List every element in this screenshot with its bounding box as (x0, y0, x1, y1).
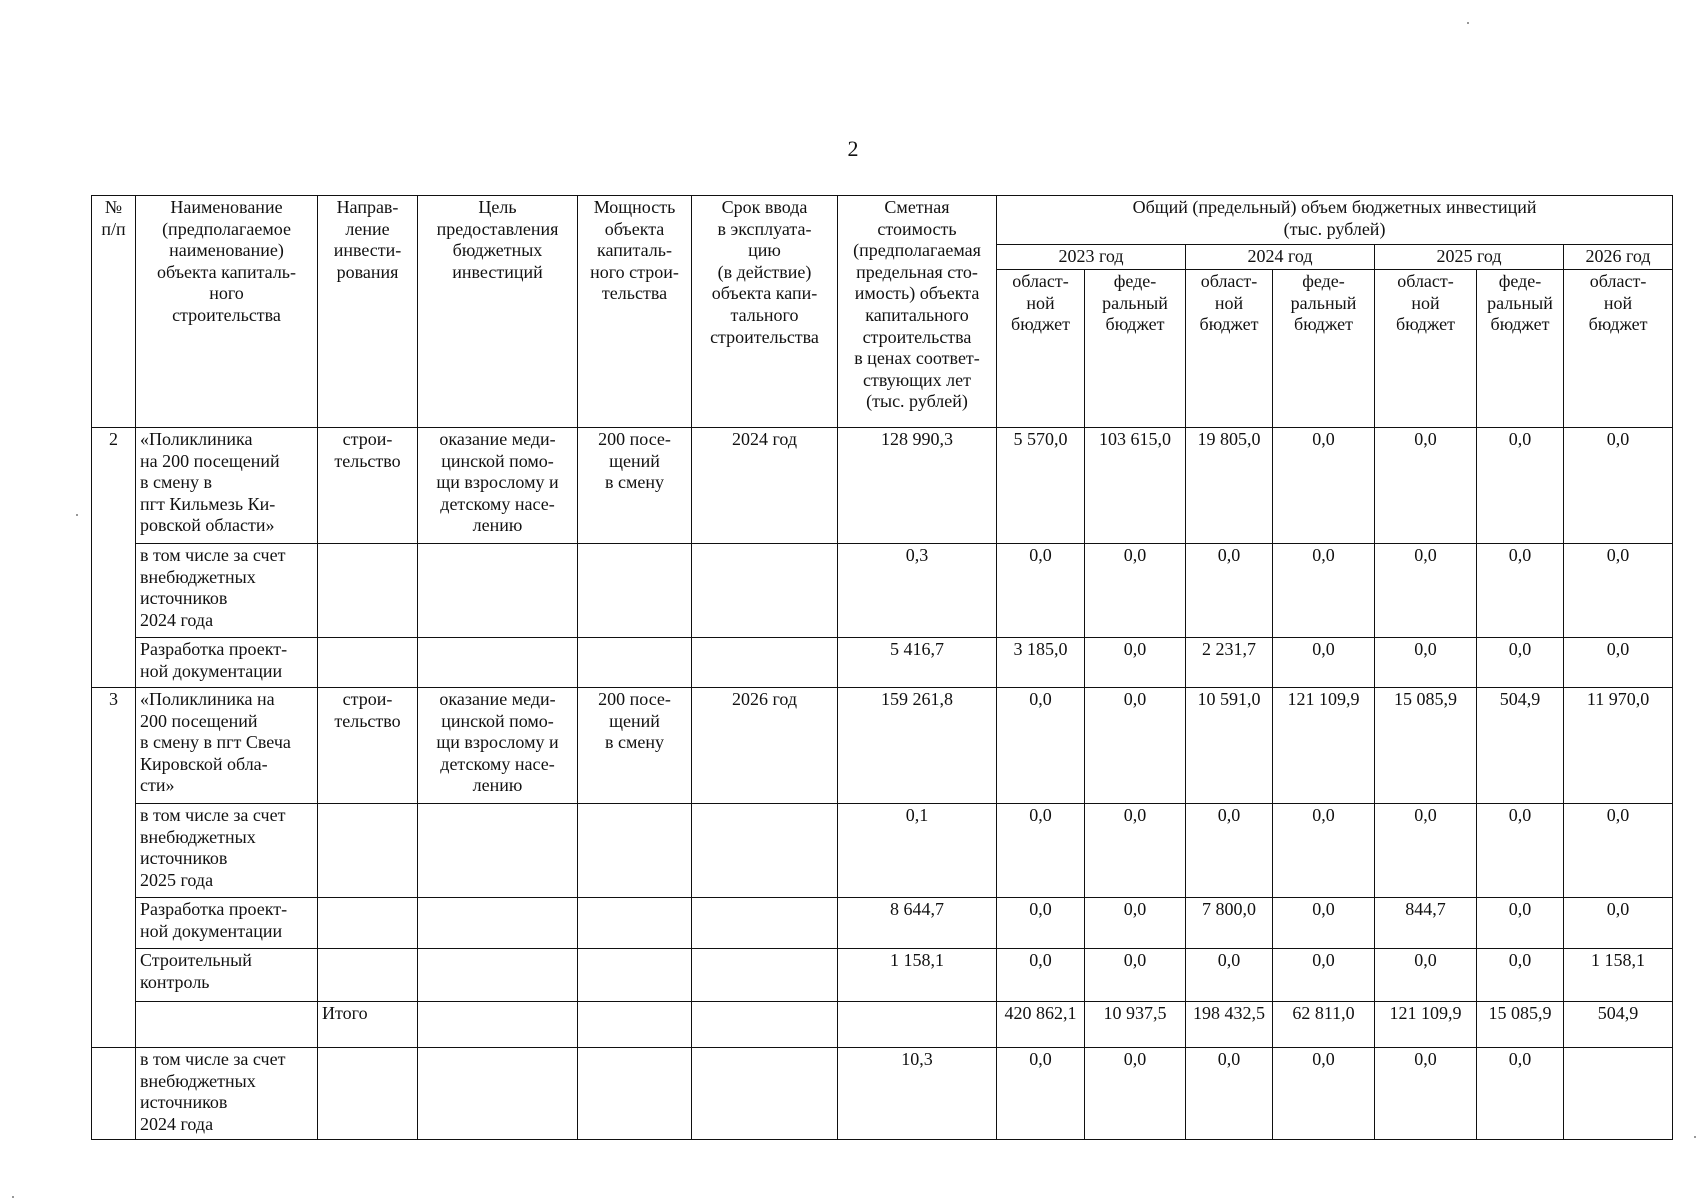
federal-2025: 0,0 (1477, 544, 1564, 638)
estimated-cost: 5 416,7 (838, 638, 997, 688)
regional-2024: 2 231,7 (1186, 638, 1273, 688)
object-name: в том числе за счет внебюджетных источников 2025 года (136, 804, 318, 898)
federal-2023: 0,0 (1085, 804, 1186, 898)
header-federal-2023: феде- ральный бюджет (1085, 270, 1186, 428)
regional-2024: 10 591,0 (1186, 688, 1273, 804)
investment-direction: строи- тельство (318, 688, 418, 804)
header-purpose: Цель предоставления бюджетных инвестиций (418, 196, 578, 428)
budget-investment-table (91, 195, 1673, 1140)
empty-cell (318, 949, 418, 1002)
object-name: в том числе за счет внебюджетных источников 2024 года (136, 1048, 318, 1140)
empty-cell (418, 949, 578, 1002)
row-number: 3 (92, 688, 136, 1048)
regional-2026: 0,0 (1564, 544, 1673, 638)
investment-purpose: оказание меди- цинской помо- щи взрослому и детскому насе- лению (418, 428, 578, 544)
empty-cell (692, 1002, 838, 1048)
empty-cell (578, 898, 692, 949)
federal-2025: 0,0 (1477, 428, 1564, 544)
header-cost: Сметная стоимость (предполагаемая предельная сто- имость) объекта капитального строительства в ценах соответ- ствующих лет (тыс. рублей) (838, 196, 997, 428)
federal-2024: 0,0 (1273, 1048, 1375, 1140)
table-row (92, 688, 1673, 804)
empty-cell (418, 898, 578, 949)
header-federal-2024: феде- ральный бюджет (1273, 270, 1375, 428)
federal-2023: 198 432,5 (1186, 1002, 1273, 1048)
object-name: Строительный контроль (136, 949, 318, 1002)
empty-cell (578, 638, 692, 688)
federal-2023: 0,0 (1085, 638, 1186, 688)
regional-2024: 62 811,0 (1273, 1002, 1375, 1048)
regional-2025: 0,0 (1375, 638, 1477, 688)
object-name: Разработка проект- ной документации (136, 898, 318, 949)
object-capacity: 200 посе- щений в смену (578, 688, 692, 804)
regional-2023: 3 185,0 (997, 638, 1085, 688)
table-header (92, 196, 1673, 428)
regional-2023: 5 570,0 (997, 428, 1085, 544)
header-regional-2025: област- ной бюджет (1375, 270, 1477, 428)
scan-speck (12, 1196, 14, 1198)
empty-cell (318, 1048, 418, 1140)
commissioning-deadline: 2024 год (692, 428, 838, 544)
table-row (92, 949, 1673, 1002)
federal-2024: 121 109,9 (1273, 688, 1375, 804)
investment-purpose: оказание меди- цинской помо- щи взрослому и детскому насе- лению (418, 688, 578, 804)
federal-2025: 504,9 (1564, 1002, 1673, 1048)
federal-2023: 0,0 (1085, 1048, 1186, 1140)
regional-2026: 0,0 (1564, 428, 1673, 544)
estimated-cost: 1 158,1 (838, 949, 997, 1002)
regional-2025: 0,0 (1375, 804, 1477, 898)
scan-speck (1467, 22, 1469, 24)
regional-2023: 0,0 (997, 688, 1085, 804)
regional-2024: 19 805,0 (1186, 428, 1273, 544)
federal-2023: 103 615,0 (1085, 428, 1186, 544)
empty-cell (318, 804, 418, 898)
regional-2026: 1 158,1 (1564, 949, 1673, 1002)
empty-cell (418, 1002, 578, 1048)
federal-2024: 0,0 (1273, 428, 1375, 544)
regional-2024: 0,0 (1186, 544, 1273, 638)
empty-cell (418, 804, 578, 898)
empty-cell (578, 804, 692, 898)
estimated-cost: 8 644,7 (838, 898, 997, 949)
regional-2025: 15 085,9 (1375, 688, 1477, 804)
regional-2025: 844,7 (1375, 898, 1477, 949)
empty-cell (136, 1002, 318, 1048)
scan-speck (1694, 1136, 1696, 1138)
header-year-2024: 2024 год (1186, 245, 1375, 270)
header-capacity: Мощность объекта капиталь- ного строи- тельства (578, 196, 692, 428)
regional-2024: 0,0 (1186, 949, 1273, 1002)
empty-cell (692, 638, 838, 688)
header-regional-2024: област- ной бюджет (1186, 270, 1273, 428)
estimated-cost: 420 862,1 (997, 1002, 1085, 1048)
federal-2023: 0,0 (1085, 898, 1186, 949)
federal-2023: 0,0 (1085, 949, 1186, 1002)
row-number: 2 (92, 428, 136, 688)
table-row (92, 544, 1673, 638)
investment-direction: строи- тельство (318, 428, 418, 544)
empty-cell (318, 898, 418, 949)
table-row (92, 804, 1673, 898)
estimated-cost: 10,3 (838, 1048, 997, 1140)
federal-2023: 0,0 (1085, 544, 1186, 638)
regional-2026 (1564, 1048, 1673, 1140)
federal-2024: 0,0 (1273, 638, 1375, 688)
header-federal-2025: феде- ральный бюджет (1477, 270, 1564, 428)
commissioning-deadline: 2026 год (692, 688, 838, 804)
federal-2025: 504,9 (1477, 688, 1564, 804)
empty-cell (318, 544, 418, 638)
empty-cell (92, 1048, 136, 1140)
header-direction: Направ- ление инвести- рования (318, 196, 418, 428)
federal-2024: 0,0 (1273, 544, 1375, 638)
empty-cell (418, 544, 578, 638)
empty-cell (318, 638, 418, 688)
empty-cell (692, 544, 838, 638)
table-body (92, 428, 1673, 1140)
header-name: Наименование (предполагаемое наименование) объекта капиталь- ного строительства (136, 196, 318, 428)
federal-2025: 0,0 (1477, 949, 1564, 1002)
federal-2025: 0,0 (1477, 898, 1564, 949)
regional-2025: 0,0 (1375, 1048, 1477, 1140)
empty-cell (692, 1048, 838, 1140)
federal-2024: 0,0 (1273, 804, 1375, 898)
object-name: «Поликлиника на 200 посещений в смену в пгт Кильмезь Ки- ровской области» (136, 428, 318, 544)
regional-2024: 7 800,0 (1186, 898, 1273, 949)
regional-2025: 0,0 (1375, 428, 1477, 544)
regional-2026: 0,0 (1564, 804, 1673, 898)
federal-2024: 0,0 (1273, 949, 1375, 1002)
regional-2026: 11 970,0 (1564, 688, 1673, 804)
empty-cell (578, 1002, 692, 1048)
regional-2023: 0,0 (997, 804, 1085, 898)
total-row (92, 1002, 1673, 1048)
estimated-cost: 128 990,3 (838, 428, 997, 544)
table-row (92, 1048, 1673, 1140)
empty-cell (692, 898, 838, 949)
header-regional-2026: област- ной бюджет (1564, 270, 1673, 428)
header-deadline: Срок ввода в эксплуата- цию (в действие) объекта капи- тального строительства (692, 196, 838, 428)
object-name: «Поликлиника на 200 посещений в смену в пгт Свеча Кировской обла- сти» (136, 688, 318, 804)
header-year-2026: 2026 год (1564, 245, 1673, 270)
empty-cell (418, 638, 578, 688)
header-year-2025: 2025 год (1375, 245, 1564, 270)
empty-cell (578, 544, 692, 638)
regional-2025: 0,0 (1375, 949, 1477, 1002)
estimated-cost: 159 261,8 (838, 688, 997, 804)
header-year-2023: 2023 год (997, 245, 1186, 270)
header-num: № п/п (92, 196, 136, 428)
total-label: Итого (318, 1002, 418, 1048)
empty-cell (418, 1048, 578, 1140)
federal-2024: 121 109,9 (1375, 1002, 1477, 1048)
page-number: 2 (847, 136, 859, 161)
empty-cell (692, 949, 838, 1002)
empty-cell (692, 804, 838, 898)
estimated-cost: 0,1 (838, 804, 997, 898)
federal-2025: 0,0 (1477, 638, 1564, 688)
regional-2024: 0,0 (1186, 804, 1273, 898)
regional-2023: 0,0 (997, 898, 1085, 949)
regional-2024: 0,0 (1186, 1048, 1273, 1140)
table-row (92, 428, 1673, 544)
federal-2025: 0,0 (1477, 1048, 1564, 1140)
regional-2026: 0,0 (1564, 638, 1673, 688)
regional-2023: 0,0 (997, 1048, 1085, 1140)
table-row (92, 898, 1673, 949)
empty-cell (838, 1002, 997, 1048)
scan-speck (76, 514, 78, 516)
federal-2025: 0,0 (1477, 804, 1564, 898)
object-name: в том числе за счет внебюджетных источников 2024 года (136, 544, 318, 638)
header-total-investment: Общий (предельный) объем бюджетных инвестиций (тыс. рублей) (997, 196, 1673, 245)
regional-2025: 0,0 (1375, 544, 1477, 638)
empty-cell (578, 949, 692, 1002)
table-row (92, 638, 1673, 688)
empty-cell (578, 1048, 692, 1140)
header-regional-2023: област- ной бюджет (997, 270, 1085, 428)
object-name: Разработка проект- ной документации (136, 638, 318, 688)
federal-2023: 0,0 (1085, 688, 1186, 804)
regional-2023: 0,0 (997, 544, 1085, 638)
regional-2026: 0,0 (1564, 898, 1673, 949)
regional-2025: 15 085,9 (1477, 1002, 1564, 1048)
estimated-cost: 0,3 (838, 544, 997, 638)
regional-2023: 10 937,5 (1085, 1002, 1186, 1048)
regional-2023: 0,0 (997, 949, 1085, 1002)
federal-2024: 0,0 (1273, 898, 1375, 949)
object-capacity: 200 посе- щений в смену (578, 428, 692, 544)
